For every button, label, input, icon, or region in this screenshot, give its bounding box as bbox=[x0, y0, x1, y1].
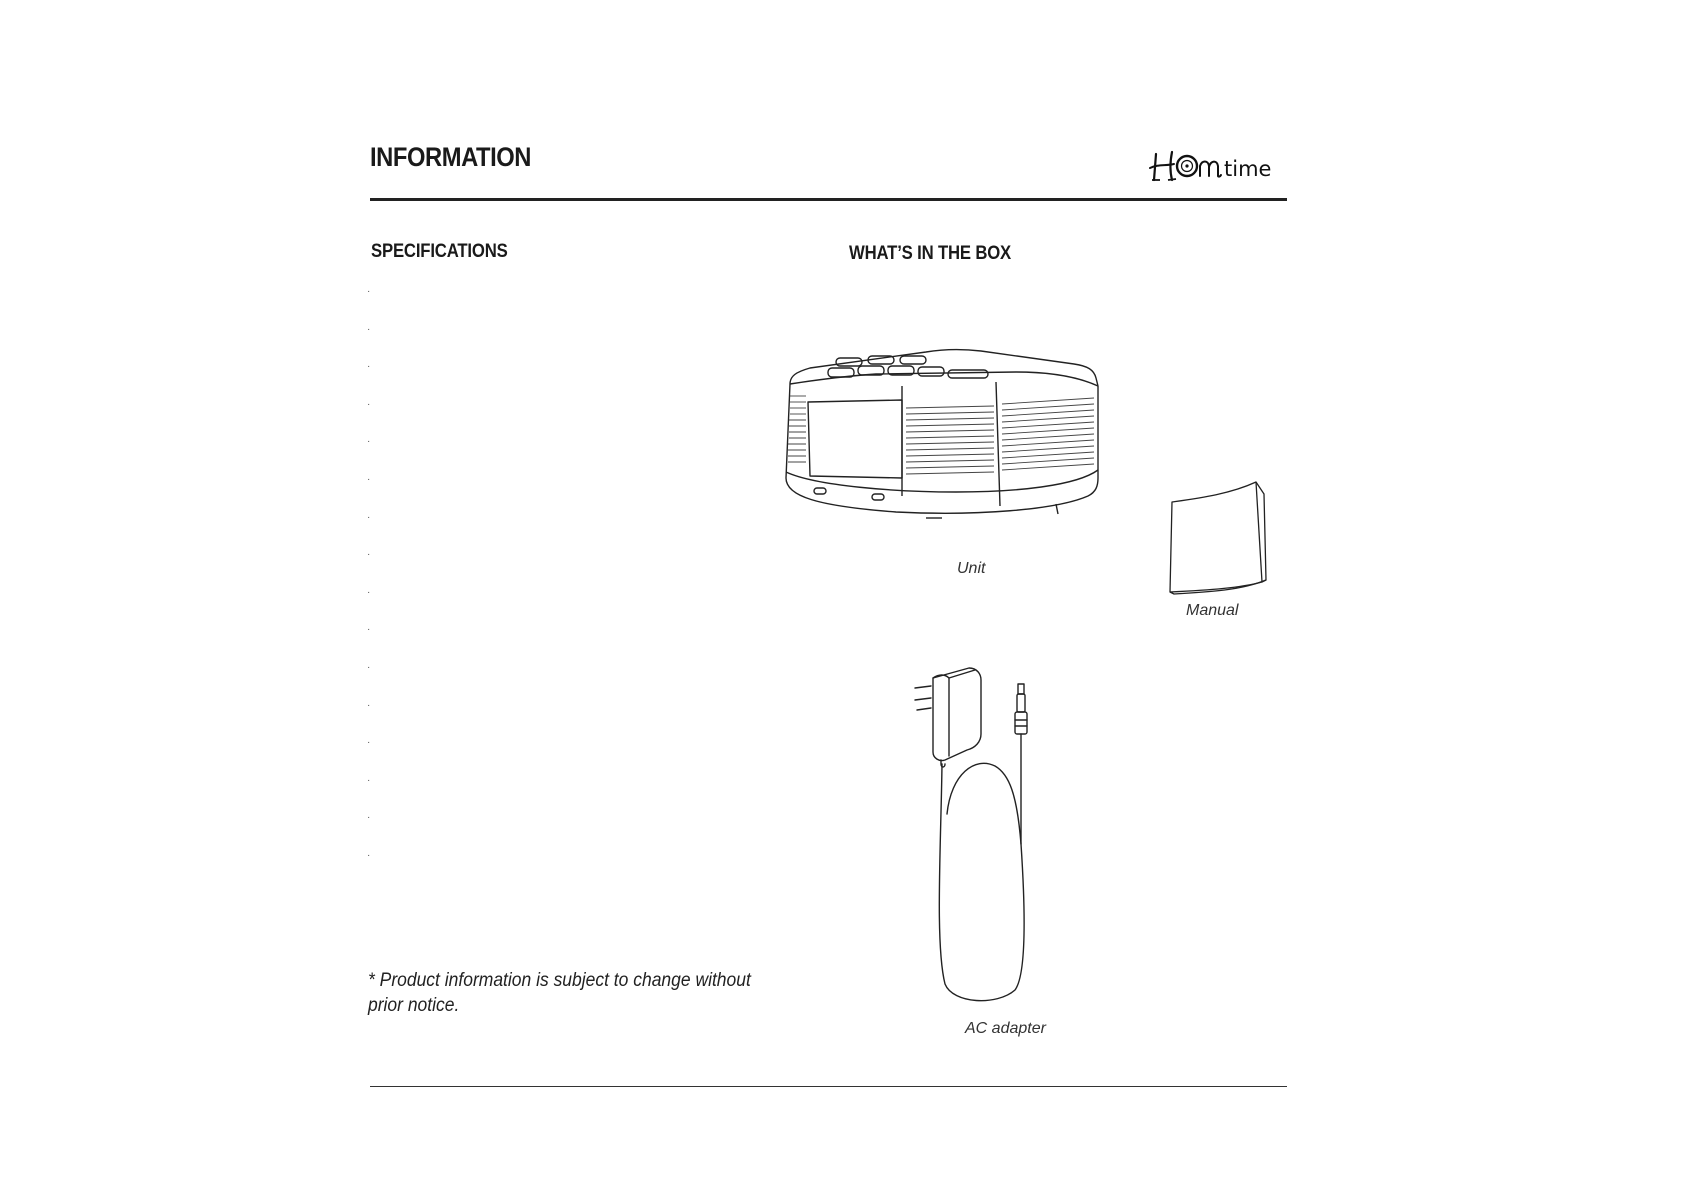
spec-item: · bbox=[367, 737, 371, 749]
spec-item: · bbox=[367, 436, 371, 448]
ac-adapter-caption: AC adapter bbox=[965, 1020, 1046, 1037]
spec-item: · bbox=[367, 511, 371, 523]
page-title: INFORMATION bbox=[370, 142, 532, 172]
spec-item: · bbox=[367, 323, 371, 335]
spec-item: · bbox=[367, 849, 371, 861]
disclaimer-footnote: * Product information is subject to change without prior notice. bbox=[368, 970, 751, 1016]
header-divider bbox=[370, 198, 1287, 201]
spec-item: · bbox=[367, 812, 371, 824]
spec-item: · bbox=[367, 473, 371, 485]
spec-item: · bbox=[367, 361, 371, 373]
spec-item: · bbox=[367, 624, 371, 636]
svg-text:time: time bbox=[1224, 157, 1272, 181]
spec-item: · bbox=[367, 774, 371, 786]
footer-divider bbox=[370, 1086, 1287, 1087]
manual-illustration bbox=[1160, 476, 1270, 596]
spec-item: · bbox=[367, 586, 371, 598]
spec-item: · bbox=[367, 699, 371, 711]
whats-in-the-box-heading: WHAT’S IN THE BOX bbox=[849, 243, 1012, 264]
spec-item: · bbox=[367, 661, 371, 673]
specifications-heading: SPECIFICATIONS bbox=[371, 241, 508, 262]
manual-caption: Manual bbox=[1186, 602, 1239, 619]
spec-item: · bbox=[367, 549, 371, 561]
ac-adapter-illustration bbox=[905, 664, 1075, 1009]
spec-item: · bbox=[367, 286, 371, 297]
clock-radio-unit-illustration bbox=[776, 346, 1118, 536]
specifications-list bbox=[367, 286, 370, 888]
unit-caption: Unit bbox=[957, 560, 986, 577]
brand-logo bbox=[1148, 146, 1288, 186]
spec-item: · bbox=[367, 398, 371, 410]
